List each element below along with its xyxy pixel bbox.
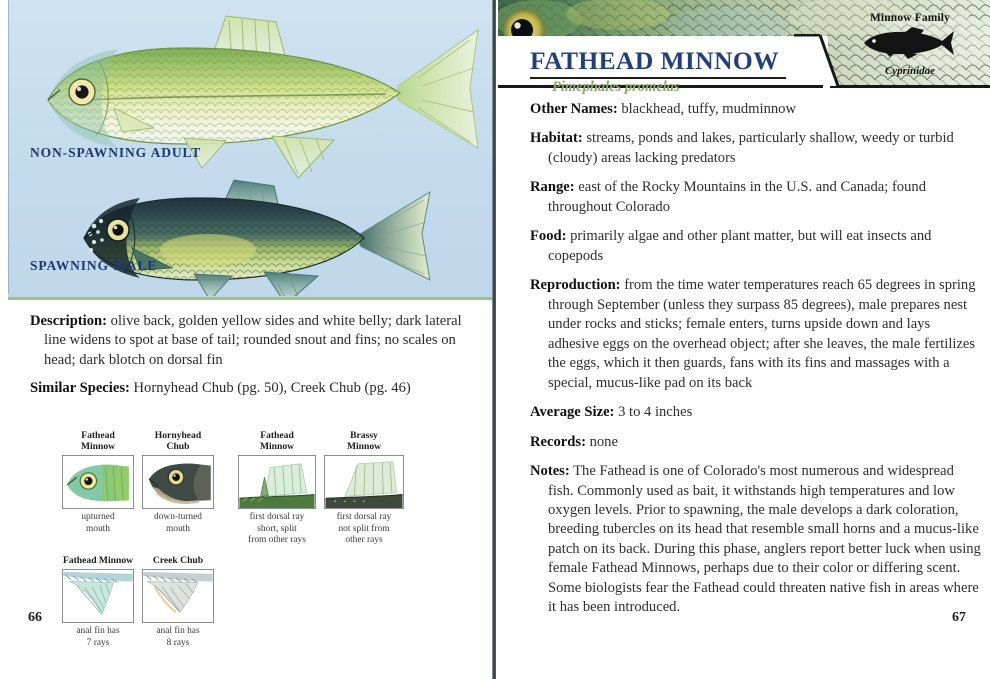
figure-title: Fathead Minnow	[62, 555, 134, 566]
entry-average-size	[530, 403, 982, 422]
figure-title: Fathead Minnow	[259, 430, 295, 453]
page-number-right: 67	[952, 610, 966, 625]
page-number-left: 66	[28, 610, 42, 625]
entry-value: olive back, golden yellow sides and white belly; dark lateral line widens to spot at base of tail; rounded snout and fins; no scales on head; dark blotch on dorsal fin	[44, 313, 462, 368]
label-non-spawning-adult: NON-SPAWNING ADULT	[30, 145, 202, 160]
comparison-figure	[62, 430, 134, 546]
figure-caption: first dorsal ray short, split from other rays	[248, 512, 306, 545]
entry-value: east of the Rocky Mountains in the U.S. and Canada; found throughout Colorado	[548, 179, 926, 215]
left-page	[0, 0, 494, 679]
creek-chub-anal-fin-8-rays-icon	[143, 570, 213, 622]
entry-notes	[530, 462, 982, 618]
figure-thumbnail	[62, 455, 134, 509]
entry-label: Similar Species:	[30, 379, 130, 396]
entry-label: Other Names:	[530, 101, 618, 117]
entry-value: none	[585, 433, 618, 450]
entry-label: Description:	[30, 313, 108, 329]
comparison-figure	[142, 430, 214, 546]
figure-caption: anal fin has 8 rays	[156, 626, 200, 648]
fathead-head-upturned-icon	[63, 456, 133, 508]
entry-label: Notes:	[530, 463, 570, 480]
figure-title: Creek Chub	[152, 555, 204, 566]
entry-value: blackhead, tuffy, mudminnow	[617, 101, 797, 117]
entry-other-names	[530, 100, 982, 119]
right-page	[494, 0, 990, 679]
header-bottom-rule	[830, 85, 990, 88]
entry-value: streams, ponds and lakes, particularly shallow, weedy or turbid (cloudy) areas lacking predators	[548, 130, 954, 166]
entry-value: primarily algae and other plant matter, but will eat insects and copepods	[548, 228, 932, 264]
figure-caption: first dorsal ray not split from other rays	[336, 512, 392, 545]
comparison-row-1	[62, 430, 404, 546]
fathead-dorsal-ray-icon	[239, 456, 315, 508]
entry-label: Range:	[530, 179, 575, 196]
species-title: FATHEAD MINNOW	[530, 46, 780, 75]
hornyhead-head-downturned-icon	[143, 456, 213, 508]
figure-title: Hornyhead Chub	[154, 430, 202, 453]
figure-thumbnail	[238, 455, 316, 509]
minnow-silhouette-icon	[858, 27, 962, 59]
figure-gap	[214, 430, 238, 546]
brassy-dorsal-ray-icon	[325, 456, 403, 508]
fish-illustration-spawning-male	[68, 176, 438, 296]
figure-gap	[316, 430, 324, 546]
entry-similar-species	[30, 379, 478, 398]
entry-label: Food:	[530, 228, 567, 245]
figure-thumbnail	[324, 455, 404, 509]
figure-title: Fathead Minnow	[80, 430, 116, 453]
book-gutter	[492, 0, 496, 679]
scientific-name: Pimephales promelas	[552, 79, 680, 95]
entry-food	[530, 227, 982, 266]
entry-reproduction	[530, 276, 982, 393]
label-spawning-male: SPAWNING MALE	[30, 258, 158, 273]
comparison-figure	[142, 555, 214, 649]
family-name: Minnow Family	[869, 12, 951, 24]
entry-label: Average Size:	[530, 404, 615, 421]
entry-label: Habitat:	[530, 130, 583, 147]
right-page-text	[530, 100, 982, 628]
left-page-text	[30, 312, 478, 407]
entry-label: Reproduction:	[530, 277, 621, 294]
figure-thumbnail	[142, 455, 214, 509]
entry-habitat	[530, 129, 982, 168]
entry-range	[530, 178, 982, 217]
entry-value: The Fathead is one of Colorado's most numerous and widespread fish. Commonly used as bait, it withstands high temperatures and low oxygen levels. Prior to spawning, the male develops a dark coloration, breeding tubercles on its head that resemble small horns and a mucus-like patch on its back. During this phase, anglers report better luck when using female Fathead Minnows, perhaps due to their color or differing scent. Some biologists fear the Fathead could threaten native fish in areas where it has been introduced.	[548, 463, 981, 616]
fathead-anal-fin-7-rays-icon	[63, 570, 133, 622]
banner-diagonal-edge	[794, 34, 840, 88]
figure-thumbnail	[142, 569, 214, 623]
figure-gap	[134, 555, 142, 649]
figure-thumbnail	[62, 569, 134, 623]
figure-caption: upturned mouth	[81, 512, 115, 534]
comparison-row-2	[62, 555, 214, 649]
figure-title: Brassy Minnow	[346, 430, 382, 453]
figure-gap	[134, 430, 142, 546]
illustration-panel	[8, 0, 494, 300]
entry-value: 3 to 4 inches	[614, 404, 693, 421]
entry-records	[530, 433, 982, 452]
entry-value: from the time water temperatures reach 65 degrees in spring through September (unless they surpass 85 degrees), male prepares nest under rocks and sticks; female enters, turns upside down and lays adhesive eggs on the overhead object; after she leaves, the male fertilizes the eggs, which it then guards, fans with its fins and massages with a special, mucus-like pad on its back	[548, 277, 976, 391]
entry-description	[30, 312, 478, 370]
entry-value: Hornyhead Chub (pg. 50), Creek Chub (pg. 46)	[129, 379, 411, 396]
comparison-figure	[324, 430, 404, 546]
figure-caption: anal fin has 7 rays	[76, 626, 120, 648]
family-latin-name: Cyprinidae	[884, 65, 936, 77]
comparison-figure	[62, 555, 134, 649]
family-badge	[844, 12, 976, 77]
entry-label: Records:	[530, 433, 586, 450]
figure-caption: down-turned mouth	[154, 512, 202, 534]
comparison-figure	[238, 430, 316, 546]
